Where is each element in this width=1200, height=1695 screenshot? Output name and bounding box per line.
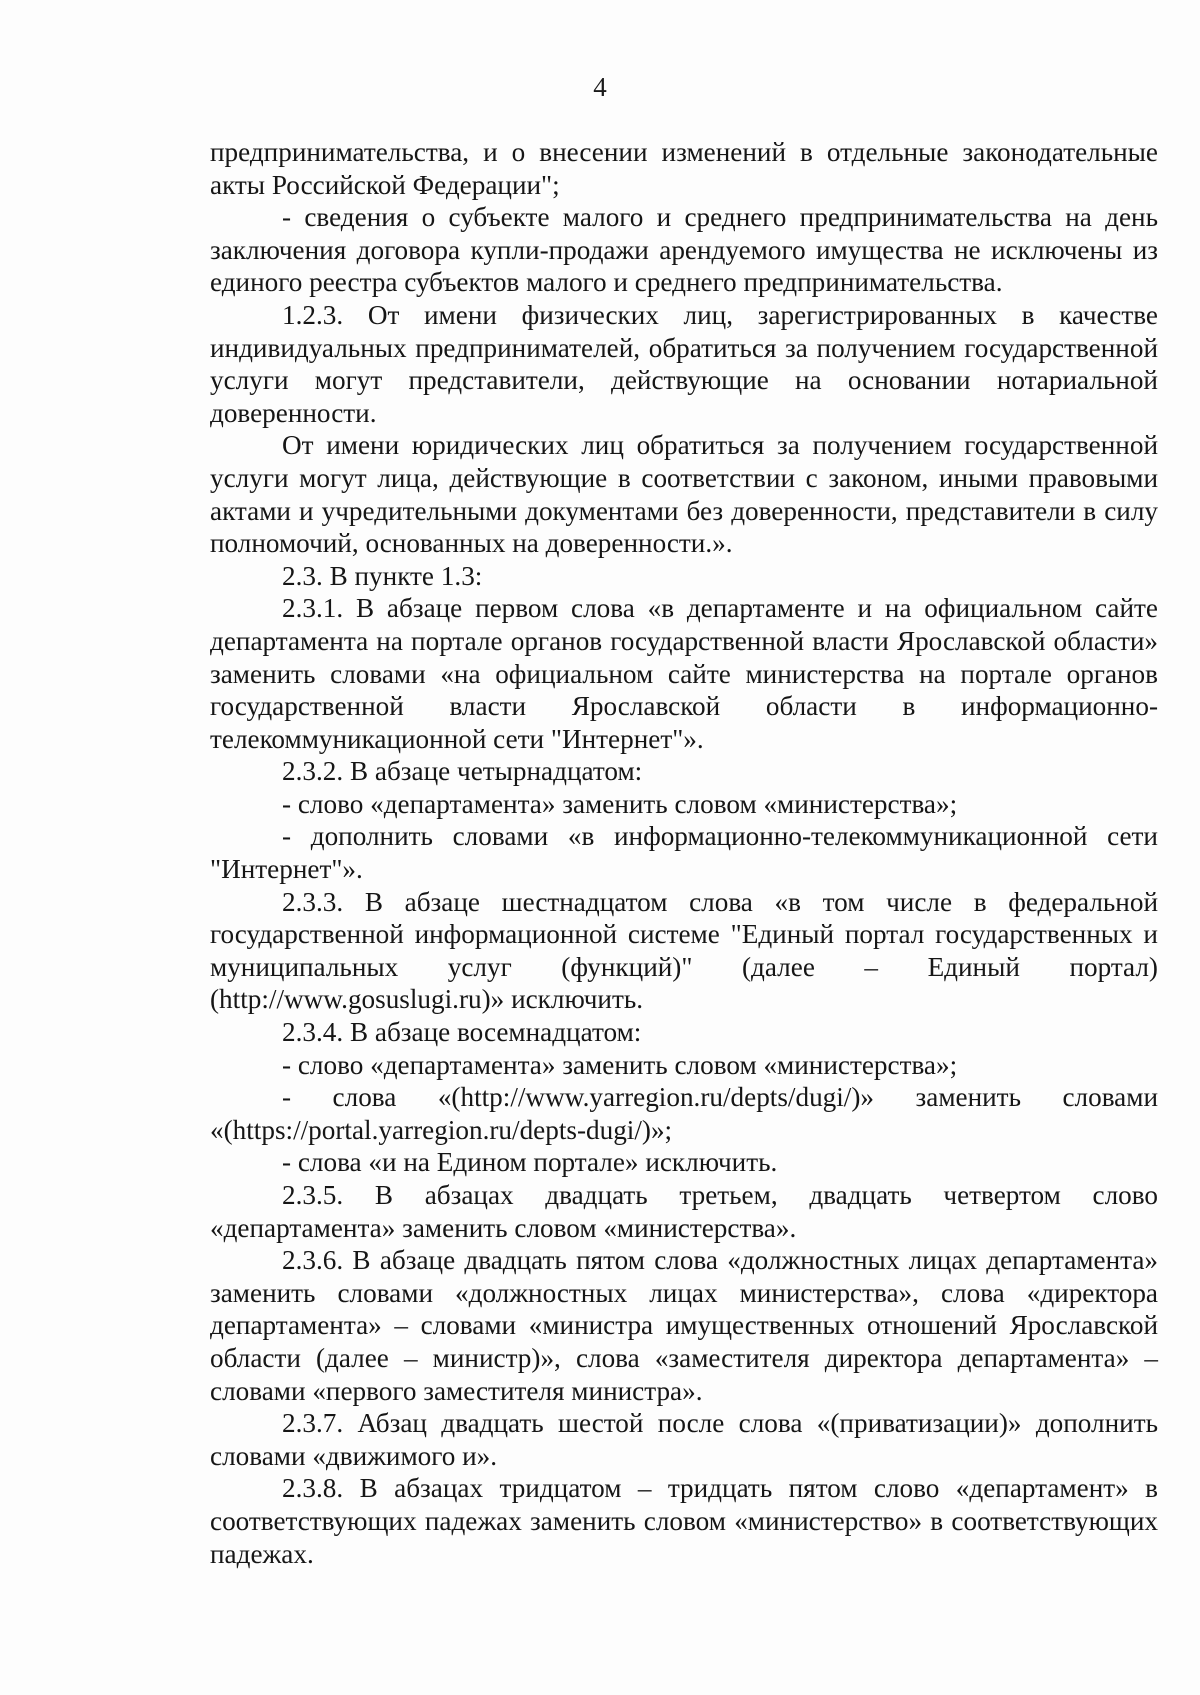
paragraph: 2.3.3. В абзаце шестнадцатом слова «в том числе в федеральной государственной информационной системе "Единый портал государственных и муниципальных услуг (функций)" (далее – Единый портал) (http://www.gosuslugi.ru)» исключить. (210, 886, 1158, 1015)
document-body (210, 136, 1158, 1570)
paragraph: 2.3.8. В абзацах тридцатом – тридцать пятом слово «департамент» в соответствующих падежах заменить словом «министерство» в соответствующих падежах. (210, 1473, 1158, 1569)
paragraph: От имени юридических лиц обратиться за получением государственной услуги могут лица, действующие в соответствии с законом, иными правовыми актами и учредительными документами без доверенности, представители в силу полномочий, основанных на доверенности.». (210, 430, 1158, 559)
paragraph: 2.3.5. В абзацах двадцать третьем, двадцать четвертом слово «департамента» заменить словом «министерства». (210, 1180, 1158, 1243)
paragraph: - слова «и на Едином портале» исключить. (282, 1147, 778, 1178)
paragraph: 2.3.7. Абзац двадцать шестой после слова «(приватизации)» дополнить словами «движимого и». (210, 1408, 1158, 1471)
paragraph: - сведения о субъекте малого и среднего предпринимательства на день заключения договора купли-продажи арендуемого имущества не исключены из единого реестра субъектов малого и среднего предпринимательства. (210, 202, 1158, 298)
page-number: 4 (593, 72, 607, 102)
paragraph-continuation: предпринимательства, и о внесении изменений в отдельные законодательные акты Российской Федерации"; (210, 137, 1158, 200)
paragraph: 2.3.1. В абзаце первом слова «в департаменте и на официальном сайте департамента на портале органов государственной власти Ярославской области» заменить словами «на официальном сайте министерства на портале органов государственной власти Ярославской области в информационно-телекоммуникационной сети "Интернет"». (210, 593, 1158, 754)
paragraph: 2.3.4. В абзаце восемнадцатом: (282, 1017, 642, 1048)
paragraph: 2.3.6. В абзаце двадцать пятом слова «должностных лицах департамента» заменить словами «должностных лицах министерства», слова «директора департамента» – словами «министра имущественных отношений Ярославской области (далее – министр)», слова «заместителя директора департамента» – словами «первого заместителя министра». (210, 1245, 1158, 1406)
paragraph: 1.2.3. От имени физических лиц, зарегистрированных в качестве индивидуальных предпринимателей, обратиться за получением государственной услуги могут представители, действующие на основании нотариальной доверенности. (210, 299, 1158, 428)
paragraph: - слово «департамента» заменить словом «министерства»; (282, 1049, 958, 1080)
paragraph: 2.3. В пункте 1.3: (282, 560, 483, 591)
paragraph: - слово «департамента» заменить словом «министерства»; (282, 788, 958, 819)
paragraph: - дополнить словами «в информационно-телекоммуникационной сети "Интернет"». (210, 821, 1158, 885)
paragraph: - слова «(http://www.yarregion.ru/depts/dugi/)» заменить словами «(https://portal.yarregion.ru/depts-dugi/)»; (210, 1082, 1158, 1145)
paragraph: 2.3.2. В абзаце четырнадцатом: (282, 756, 643, 787)
